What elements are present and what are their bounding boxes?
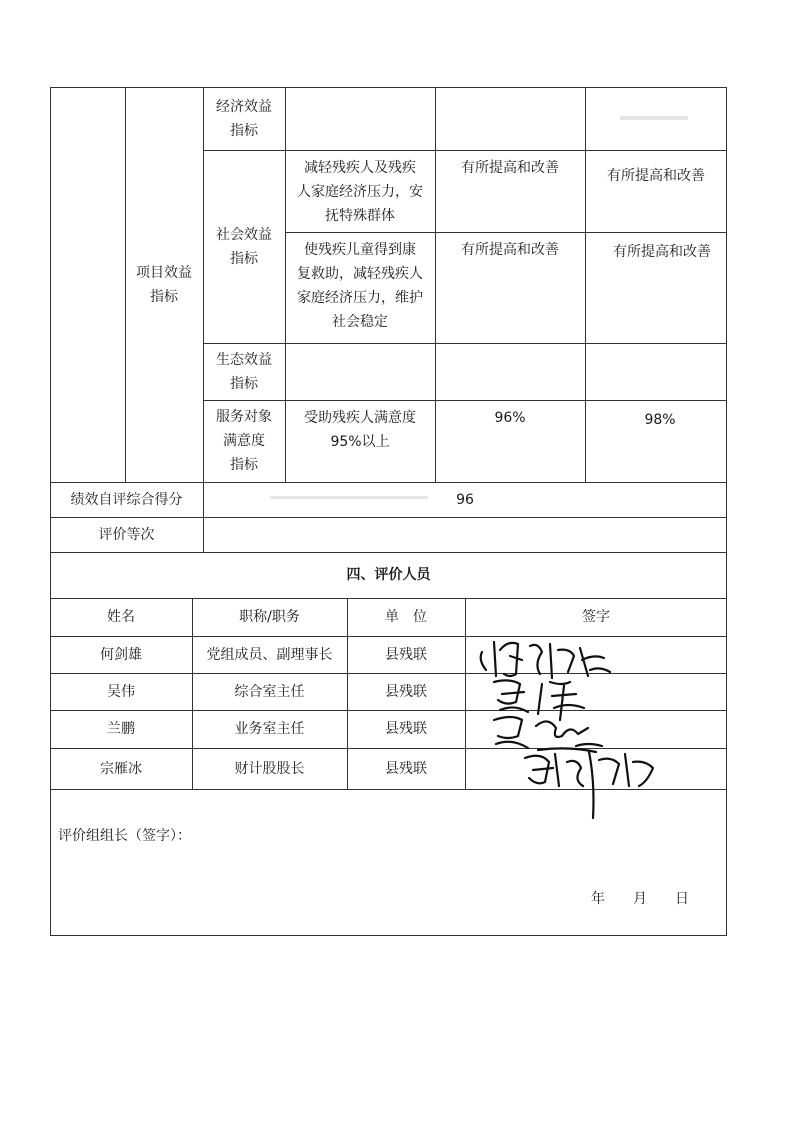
ecology-actual — [585, 343, 727, 400]
economic-indicator-label: 经济效益 指标 — [216, 98, 272, 139]
section-title: 四、评价人员 — [346, 567, 431, 583]
project-benefit-label: 项目效益 指标 — [136, 264, 192, 305]
social-content-2: 使残疾儿童得到康 复救助，减轻残疾人 家庭经济压力，维护 社会稳定 — [297, 242, 423, 330]
social-target-1: 有所提高和改善 — [461, 160, 559, 176]
header-unit: 单 位 — [385, 609, 427, 625]
person-name: 宗雁冰 — [100, 760, 142, 777]
economic-content — [285, 87, 435, 150]
date-line: 年 月 日 — [591, 891, 689, 907]
grade-label: 评价等次 — [98, 526, 155, 543]
person-unit: 县残联 — [385, 646, 427, 663]
ecology-indicator-label: 生态效益 指标 — [216, 351, 272, 392]
social-target-2: 有所提高和改善 — [461, 242, 559, 258]
social-actual-1: 有所提高和改善 — [607, 168, 705, 184]
satisfaction-actual: 98% — [644, 412, 676, 428]
header-title: 职称/职务 — [239, 609, 300, 625]
person-title: 综合室主任 — [234, 683, 305, 700]
person-name: 兰鹏 — [107, 721, 135, 737]
satisfaction-content: 受助残疾人满意度 95%以上 — [304, 410, 416, 450]
social-content-1: 减轻残疾人及残疾 人家庭经济压力，安 抚特殊群体 — [297, 160, 423, 224]
person-title: 财计股股长 — [234, 760, 305, 777]
satisfaction-indicator-label: 服务对象 满意度 指标 — [216, 409, 272, 473]
ecology-content — [285, 343, 435, 400]
header-signature: 签字 — [582, 609, 610, 625]
social-indicator-label: 社会效益 指标 — [216, 226, 272, 267]
leader-signature-label: 评价组组长（签字）： — [58, 828, 191, 844]
person-title: 党组成员、副理事长 — [206, 646, 333, 663]
grade-value — [203, 517, 727, 552]
person-name: 吴伟 — [107, 683, 135, 700]
signature-4 — [515, 742, 665, 822]
score-value: 96 — [456, 491, 474, 508]
score-label: 绩效自评综合得分 — [70, 491, 183, 508]
person-unit: 县残联 — [385, 683, 427, 700]
social-actual-2: 有所提高和改善 — [613, 244, 711, 260]
person-unit: 县残联 — [385, 721, 427, 737]
ecology-target — [435, 343, 585, 400]
person-title: 业务室主任 — [234, 721, 305, 737]
satisfaction-target: 96% — [494, 410, 526, 426]
header-name: 姓名 — [107, 609, 135, 625]
economic-actual — [585, 87, 727, 150]
economic-target — [435, 87, 585, 150]
person-unit: 县残联 — [385, 760, 427, 777]
person-name: 何剑雄 — [100, 646, 142, 663]
